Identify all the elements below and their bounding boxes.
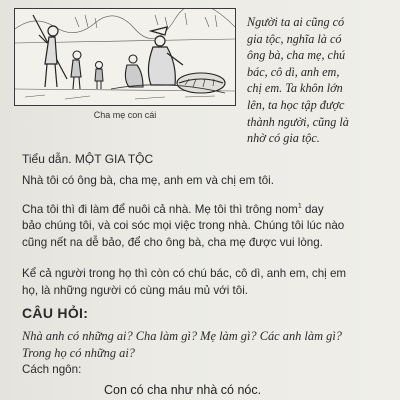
- side-text-line: thành người, cũng là: [247, 114, 349, 129]
- question-line-2: Trong họ có những ai?: [22, 346, 136, 360]
- side-text-line: lên, ta học tập được: [247, 97, 345, 112]
- saying-text: Con có cha như nhà có nóc.: [104, 383, 262, 397]
- lesson-heading: Tiểu dẫn. MỘT GIA TỘC: [22, 152, 154, 166]
- illustration: [14, 8, 240, 120]
- side-text-line: gia tộc, nghĩa là có: [247, 31, 342, 46]
- side-text-line: nhờ có gia tộc.: [247, 131, 320, 146]
- paragraph-2-line-2: bảo chúng tôi, và coi sóc mọi việc trong nhà. Chúng tôi lúc nào: [22, 219, 345, 232]
- footnote-marker: 1: [297, 203, 302, 210]
- paragraph-3-line-2: họ, là những người có cùng máu mủ với tôi.: [22, 284, 249, 297]
- paragraph-1: Nhà tôi có ông bà, cha mẹ, anh em và chị em tôi.: [22, 174, 274, 187]
- side-text-line: bác, cô dì, anh em,: [247, 64, 340, 79]
- family-illustration: [14, 8, 236, 106]
- saying-label: Cách ngôn:: [22, 363, 82, 376]
- paragraph-3-line-1: Kể cả người trong họ thì còn có chú bác, cô dì, anh em, chị em: [22, 267, 347, 280]
- side-text-line: Người ta ai cũng có: [247, 15, 345, 29]
- side-paragraph: [247, 14, 387, 147]
- para2-text-end: day: [301, 202, 324, 216]
- paragraph-2-line-3: cũng nết na dễ bảo, để cho ông bà, cha mẹ được vui lòng.: [22, 236, 323, 249]
- question-line-1: Nhà anh có những ai? Cha làm gì? Mẹ làm gì? Các anh làm gì?: [22, 329, 342, 343]
- para2-text: Cha tôi thì đi làm để nuôi cả nhà. Mẹ tôi thì trông nom: [22, 202, 298, 216]
- side-text-line: ông bà, cha mẹ, chú: [247, 48, 346, 63]
- questions-title: CÂU HỎI:: [22, 305, 89, 321]
- paragraph-2-line-1: [22, 199, 382, 218]
- illustration-caption: Cha mẹ con cái: [93, 110, 157, 120]
- side-text-line: chị em. Ta khôn lớn: [247, 81, 343, 96]
